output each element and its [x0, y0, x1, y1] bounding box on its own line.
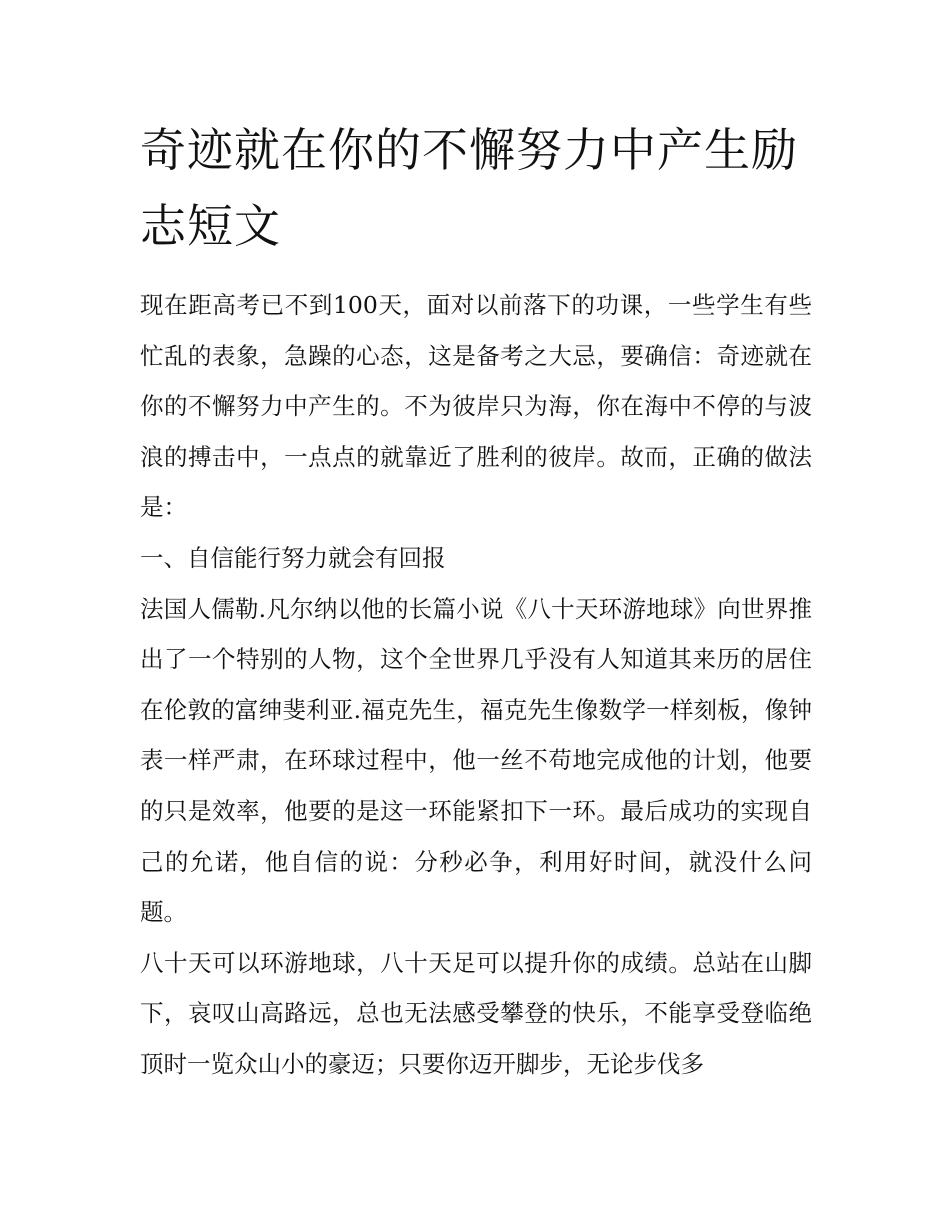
document-page	[140, 112, 812, 1090]
paragraph-intro: 现在距高考已不到100天，面对以前落下的功课，一些学生有些忙乱的表象，急躁的心态，这是备考之大忌，要确信：奇迹就在你的不懈努力中产生的。不为彼岸只为海，你在海中不停的与波浪的搏击中，一点点的就靠近了胜利的彼岸。故而，正确的做法是：	[140, 291, 812, 522]
paragraph-eighty-days: 八十天可以环游地球，八十天足可以提升你的成绩。总站在山脚下，哀叹山高路远，总也无法感受攀登的快乐，不能享受登临绝顶时一览众山小的豪迈；只要你迈开脚步，无论步伐多	[140, 948, 812, 1078]
section-heading-1: 一、自信能行努力就会有回报	[140, 543, 446, 572]
paragraph-verne-story: 法国人儒勒.凡尔纳以他的长篇小说《八十天环游地球》向世界推出了一个特别的人物，这个全世界几乎没有人知道其来历的居住在伦敦的富绅斐利亚.福克先生，福克先生像数学一样刻板，像钟表一样严肃，在环球过程中，他一丝不苟地完成他的计划，他要的只是效率，他要的是这一环能紧扣下一环。最后成功的实现自己的允诺，他自信的说：分秒必争，利用好时间，就没什么问题。	[140, 594, 812, 927]
document-title: 奇迹就在你的不懈努力中产生励志短文	[140, 123, 798, 253]
